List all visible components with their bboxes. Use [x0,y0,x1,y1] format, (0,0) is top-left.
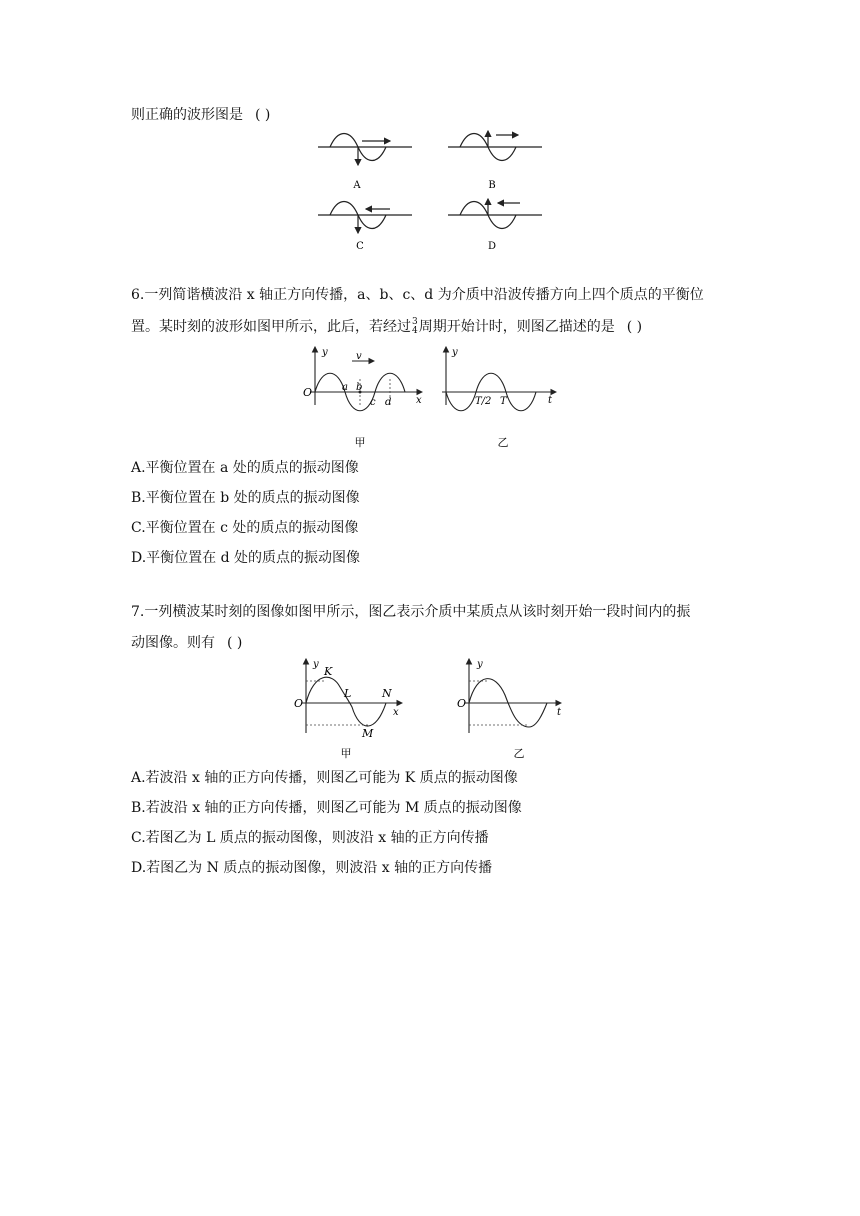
figure-caption-jia: 甲 [340,747,352,760]
q6-stem-text: 置。某时刻的波形如图甲所示，此后，若经过 [131,319,411,335]
x-axis-label: x [416,395,422,406]
q7-option-b: B.若波沿 x 轴的正方向传播，则图乙可能为 M 质点的振动图像 [131,800,522,816]
q5-option-b-wave [448,131,542,161]
q6-stem-line1: 6.一列简谐横波沿 x 轴正方向传播，a、b、c、d 为介质中沿波传播方向上四个质点的平衡位 [131,287,704,303]
y-axis-label: y [452,347,458,358]
origin-label: O [294,697,304,710]
point-m-label: M [362,727,374,740]
q6-stem-text-end: 周期开始计时，则图乙描述的是 [418,319,615,335]
q7-stem-line1: 7.一列横波某时刻的图像如图甲所示，图乙表示介质中某质点从该时刻开始一段时间内的振 [131,604,691,620]
q5-option-c-label: C [356,241,364,252]
q7-option-a: A.若波沿 x 轴的正方向传播，则图乙可能为 K 质点的振动图像 [131,770,518,786]
q7-stem-line2 [131,634,242,652]
origin-label: O [303,386,313,399]
wave-curve [306,677,386,726]
q5-option-d-label: D [487,241,497,252]
q5-option-a-label: A [353,180,361,191]
answer-paren: ( ) [255,107,271,123]
q6-wave-figure-jia [300,345,430,450]
y-axis-label: y [313,659,319,670]
answer-paren: ( ) [227,635,243,651]
q7-wave-figure-jia [290,655,410,761]
point-k-label: K [324,665,333,678]
origin-label: O [457,697,467,710]
q6-option-a: A.平衡位置在 a 处的质点的振动图像 [131,460,359,476]
point-b-label: b [356,382,363,393]
point-c-label: c [370,397,376,408]
point-n-label: N [382,687,392,700]
q5-stem [131,106,270,124]
t-axis-label: t [548,395,553,406]
point-a-label: a [342,382,348,393]
y-axis-label: y [477,659,483,670]
y-axis-label: y [322,347,328,358]
t-axis-label: t [557,707,562,718]
q5-stem-text: 则正确的波形图是 [131,107,243,123]
q6-option-b: B.平衡位置在 b 处的质点的振动图像 [131,490,360,506]
point-d-label: d [385,397,392,408]
figure-caption-yi: 乙 [497,436,509,449]
q5-option-a-wave [318,134,412,166]
q5-option-d-wave [448,199,542,229]
q5-option-b-label: B [488,180,496,191]
half-period-label: T/2 [475,396,492,407]
figure-caption-yi: 乙 [513,747,525,760]
q6-vibration-figure-yi [438,345,563,450]
period-label: T [500,396,507,407]
figure-caption-jia: 甲 [354,436,366,449]
q7-option-d: D.若图乙为 N 质点的振动图像，则波沿 x 轴的正方向传播 [131,860,493,876]
velocity-label: v [356,351,362,362]
q7-option-c: C.若图乙为 L 质点的振动图像，则波沿 x 轴的正方向传播 [131,830,489,846]
answer-paren: ( ) [626,319,643,335]
x-axis-label: x [393,707,399,718]
three-quarters-fraction: 3 4 [412,317,418,336]
point-l-label: L [344,687,352,700]
q6-option-d: D.平衡位置在 d 处的质点的振动图像 [131,550,361,566]
q6-stem-line2 [131,318,642,336]
q6-option-c: C.平衡位置在 c 处的质点的振动图像 [131,520,359,536]
q7-stem-text: 动图像。则有 [131,635,215,651]
q5-options-figure [310,125,550,260]
q5-option-c-wave [318,202,412,234]
q7-vibration-figure-yi [453,655,568,761]
